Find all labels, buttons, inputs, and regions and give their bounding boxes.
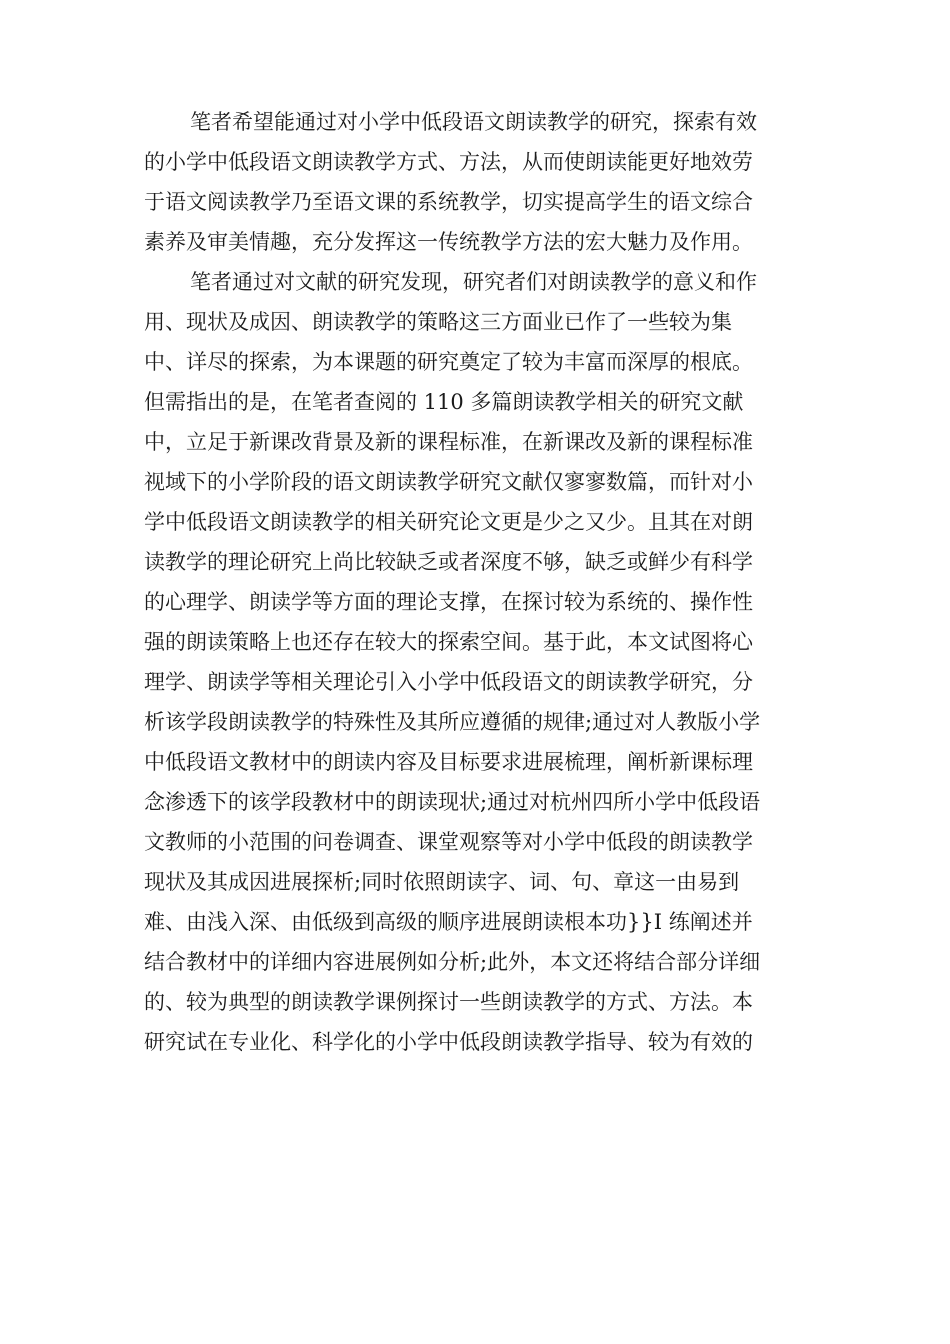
paragraph-2-line-7: 学中低段语文朗读教学的相关研究论文更是少之又少。且其在对朗: [144, 510, 753, 534]
paragraph-1-line-3: 于语文阅读教学乃至语文课的系统教学，切实提高学生的语文综合: [144, 190, 753, 214]
paragraph-2-line-6: 视域下的小学阶段的语文朗读教学研究文献仅寥寥数篇，而针对小: [144, 470, 753, 494]
paragraph-2-line-9: 的心理学、朗读学等方面的理论支撑，在探讨较为系统的、操作性: [144, 590, 753, 614]
paragraph-2-line-2: 用、现状及成因、朗读教学的策略这三方面业已作了一些较为集: [144, 310, 732, 334]
paragraph-2-line-11: 理学、朗读学等相关理论引入小学中低段语文的朗读教学研究，分: [144, 670, 753, 694]
body-text: [144, 102, 824, 1062]
paragraph-1-line-2: 的小学中低段语文朗读教学方式、方法，从而使朗读能更好地效劳: [144, 150, 753, 174]
paragraph-2-line-1: 笔者通过对文献的研究发现，研究者们对朗读教学的意义和作: [190, 270, 757, 294]
paragraph-2-line-5: 中，立足于新课改背景及新的课程标准，在新课改及新的课程标准: [144, 430, 753, 454]
paragraph-2-line-16: 现状及其成因进展探析;同时依照朗读字、词、句、章这一由易到: [144, 870, 740, 894]
paragraph-2-line-13: 中低段语文教材中的朗读内容及目标要求进展梳理，阐析新课标理: [144, 750, 753, 774]
paragraph-2-line-10: 强的朗读策略上也还存在较大的探索空间。基于此，本文试图将心: [144, 630, 753, 654]
paragraph-2-line-19: 的、较为典型的朗读教学课例探讨一些朗读教学的方式、方法。本: [144, 990, 753, 1014]
paragraph-1-line-1: 笔者希望能通过对小学中低段语文朗读教学的研究，探索有效: [190, 110, 757, 134]
paragraph-2-line-12: 析该学段朗读教学的特殊性及其所应遵循的规律;通过对人教版小学: [144, 710, 761, 734]
paragraph-2-line-3: 中、详尽的探索，为本课题的研究奠定了较为丰富而深厚的根底。: [144, 350, 753, 374]
paragraph-2-line-15: 文教师的小范围的问卷调查、课堂观察等对小学中低段的朗读教学: [144, 830, 753, 854]
paragraph-2-line-20: 研究试在专业化、科学化的小学中低段朗读教学指导、较为有效的: [144, 1030, 753, 1054]
paragraph-2-line-18: 结合教材中的详细内容进展例如分析;此外，本文还将结合部分详细: [144, 950, 761, 974]
paragraph-2-line-8: 读教学的理论研究上尚比较缺乏或者深度不够，缺乏或鲜少有科学: [144, 550, 753, 574]
paragraph-2-line-14: 念渗透下的该学段教材中的朗读现状;通过对杭州四所小学中低段语: [144, 790, 761, 814]
paragraph-2-line-17: 难、由浅入深、由低级到高级的顺序进展朗读根本功}}I 练阐述并: [144, 910, 753, 934]
paragraph-1-line-4: 素养及审美情趣，充分发挥这一传统教学方法的宏大魅力及作用。: [144, 230, 753, 254]
paragraph-2-line-4: 但需指出的是，在笔者查阅的 110 多篇朗读教学相关的研究文献: [144, 390, 744, 414]
